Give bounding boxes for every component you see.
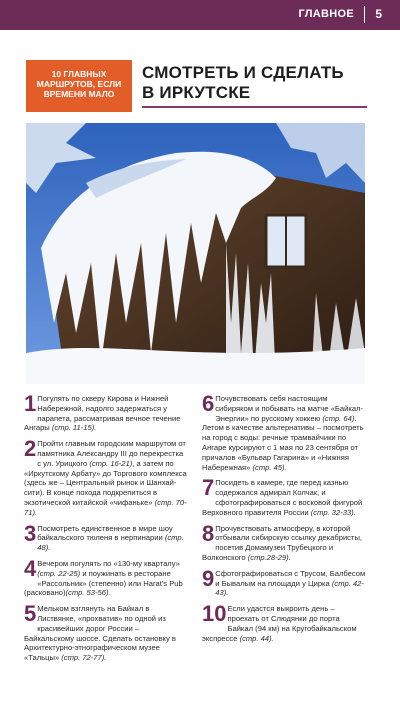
page-ref: (стр. 70-71). (24, 497, 187, 517)
item-number: 3 (24, 520, 37, 546)
item-number: 7 (202, 475, 215, 501)
item-text: Если удастся выкроить день – проехать от Слюдянки до порта Байкал (94 км) на Кругобайкальском экспрессе (202, 604, 357, 643)
section-label: ГЛАВНОЕ (298, 8, 354, 20)
list-item (24, 601, 189, 663)
item-number: 5 (24, 601, 37, 627)
page-ref: (стр. 53-56). (65, 588, 111, 598)
item-text-cont: , а затем по «Иркутскому Арбату» до Торгового комплекса (здесь же – Центральный рынок и Шанхай-сити). В конце похода подкрепиться в экзотической китайской «чифаньке» (24, 458, 187, 507)
list-item (202, 520, 367, 563)
item-text: Посидеть в камере, где перед казнью содержался адмирал Колчак, и сфотографироваться с восковой фигурой Верховного правителя России (202, 478, 363, 517)
list-item (202, 565, 367, 598)
page-ref: (стр. 11-15). (51, 423, 97, 433)
column-left (24, 391, 189, 669)
item-text: Почувствовать себя настоящим сибиряком и побывать на матче «Байкал-Энергии» по русскому хоккею (215, 394, 364, 423)
page-ref: (стр. 72-77). (61, 653, 107, 663)
item-number: 4 (24, 555, 37, 581)
list-item (202, 601, 367, 643)
item-text-cont: и поужинать в ресторане «Рассольник» (степенно) или Harat's Pub (расковано) (24, 568, 183, 598)
header-bar (0, 0, 400, 30)
item-text: Вечером погулять по «130-му кварталу» (37, 558, 180, 568)
item-text: Пройти главным городским маршрутом от памятника Александру III до перекрестка с ул. Урицкого (37, 439, 186, 468)
item-number: 10 (202, 601, 227, 627)
item-text: Сфотографироваться с Трусом, Балбесом и Бывалым на площади у Цирка (215, 568, 366, 588)
page-title (142, 63, 367, 103)
item-number: 9 (202, 565, 215, 591)
page-number: 5 (375, 7, 382, 21)
item-text: Мельком взглянуть на Байкал в Листвянке, «прохватив» по одной из красивейших дорог России – Байкальскому шоссе. Сделать остановку в Архитектурно-этнографическом музее «Тальцы» (24, 604, 176, 663)
list-item (24, 555, 189, 598)
page-ref: (стр. 64) (322, 413, 355, 423)
page-ref: (стр. 32-33). (310, 507, 356, 517)
list-item (202, 475, 367, 517)
ice-house-photo (26, 123, 365, 384)
routes-badge (26, 60, 132, 112)
item-number: 6 (202, 391, 215, 416)
item-text-cont: . Летом в качестве альтернативы – посмотреть на город с воды: речные трамвайчики по Ангаре курсируют с 1 мая по 23 сентября от причалов «Бульвар Гагарина» и «Нижняя Набережная» (202, 413, 364, 472)
item-number: 1 (24, 391, 37, 416)
page-ref: (стр. 22-25) (37, 568, 81, 578)
list-item (24, 520, 189, 553)
page-ref: (стр. 16-21) (89, 458, 133, 468)
item-number: 2 (24, 436, 37, 462)
list-item (24, 391, 189, 433)
item-text: Погулять по скверу Кирова и Нижней Набережной, надолго задержаться у парапета, рассматривая вечное течение Ангары (24, 394, 181, 433)
item-text: Посмотреть единственное в мире шоу байкальского тюленя в нерпинарии (37, 523, 173, 543)
badge-text: 10 ГЛАВНЫХ МАРШРУТОВ, ЕСЛИ ВРЕМЕНИ МАЛО (36, 69, 122, 99)
column-right (202, 391, 367, 649)
title-line-2: В ИРКУТСКЕ (142, 83, 251, 102)
title-rule (142, 106, 367, 108)
page-ref: (стр. 44). (239, 633, 274, 643)
list-item (202, 391, 367, 472)
header-separator (364, 6, 365, 23)
page-ref: (стр. 42-43). (215, 578, 364, 598)
page-ref: (стр. 45). (252, 462, 287, 472)
item-number: 8 (202, 520, 215, 546)
page-ref: (стр.28-29). (247, 552, 291, 562)
item-text: Прочувствовать атмосферу, в которой отбывали сибирскую ссылку декабристы, посетив Домамузеи Трубецкого и Волконского (202, 523, 363, 562)
title-line-1: СМОТРЕТЬ И СДЕЛАТЬ (142, 63, 344, 82)
list-item (24, 436, 189, 517)
page-ref: (стр. 48). (37, 533, 184, 553)
